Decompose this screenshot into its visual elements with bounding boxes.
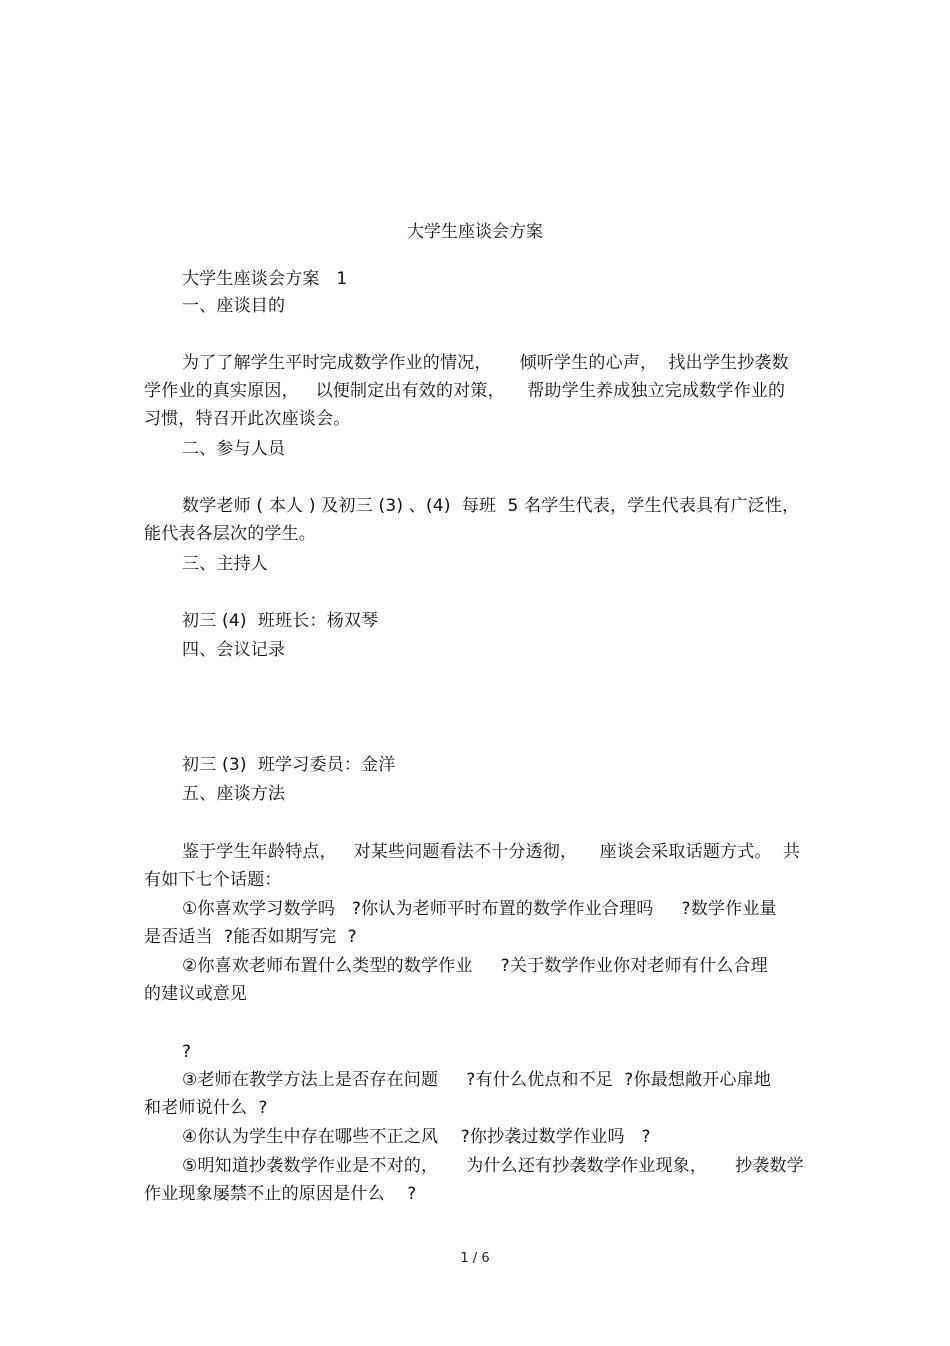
topic-item-2-cont: 的建议或意见 <box>144 984 248 1004</box>
section-heading-record: 四、会议记录 <box>182 640 286 660</box>
topic-item-5-cont: 作业现象屡禁不止的原因是什么 ? <box>144 1184 417 1204</box>
document-subtitle: 大学生座谈会方案 1 <box>182 269 348 289</box>
paragraph-line: 有如下七个话题： <box>144 870 282 890</box>
topic-item-1-cont: 是否适当 ?能否如期写完 ? <box>144 927 357 947</box>
page-number: 1 / 6 <box>460 1251 490 1266</box>
paragraph-line: 学作业的真实原因， 以便制定出有效的对策， 帮助学生养成独立完成数学作业的 <box>144 381 786 401</box>
topic-item-3: ③老师在教学方法上是否存在问题 ?有什么优点和不足 ?你最想敞开心扉地 <box>182 1070 772 1090</box>
paragraph-line: 习惯，特召开此次座谈会。 <box>144 409 351 429</box>
section-heading-purpose: 一、座谈目的 <box>182 296 286 316</box>
topic-item-1: ①你喜欢学习数学吗 ?你认为老师平时布置的数学作业合理吗 ?数学作业量 <box>182 899 777 919</box>
document-title: 大学生座谈会方案 <box>407 222 543 242</box>
paragraph-line: 鉴于学生年龄特点， 对某些问题看法不十分透彻， 座谈会采取话题方式。 共 <box>182 842 801 862</box>
topic-item-4: ④你认为学生中存在哪些不正之风 ?你抄袭过数学作业吗 ? <box>182 1127 651 1147</box>
section-heading-host: 三、主持人 <box>182 554 268 574</box>
topic-item-3-cont: 和老师说什么 ? <box>144 1098 268 1118</box>
topic-item-5: ⑤明知道抄袭数学作业是不对的， 为什么还有抄袭数学作业现象， 抄袭数学 <box>182 1156 804 1176</box>
paragraph-line: 初三 (4) 班班长：杨双琴 <box>182 611 379 631</box>
section-heading-method: 五、座谈方法 <box>182 784 286 804</box>
paragraph-line: 初三 (3) 班学习委员：金洋 <box>182 755 396 775</box>
section-heading-participants: 二、参与人员 <box>182 439 286 459</box>
topic-item-2: ②你喜欢老师布置什么类型的数学作业 ?关于数学作业你对老师有什么合理 <box>182 956 768 976</box>
paragraph-line: 数学老师 ( 本人 ) 及初三 (3) 、(4) 每班 5 名学生代表，学生代表具有广泛性， <box>182 496 800 516</box>
topic-item-2-end: ? <box>182 1042 192 1062</box>
paragraph-line: 为了了解学生平时完成数学作业的情况， 倾听学生的心声， 找出学生抄袭数 <box>182 353 789 373</box>
paragraph-line: 能代表各层次的学生。 <box>144 524 316 544</box>
